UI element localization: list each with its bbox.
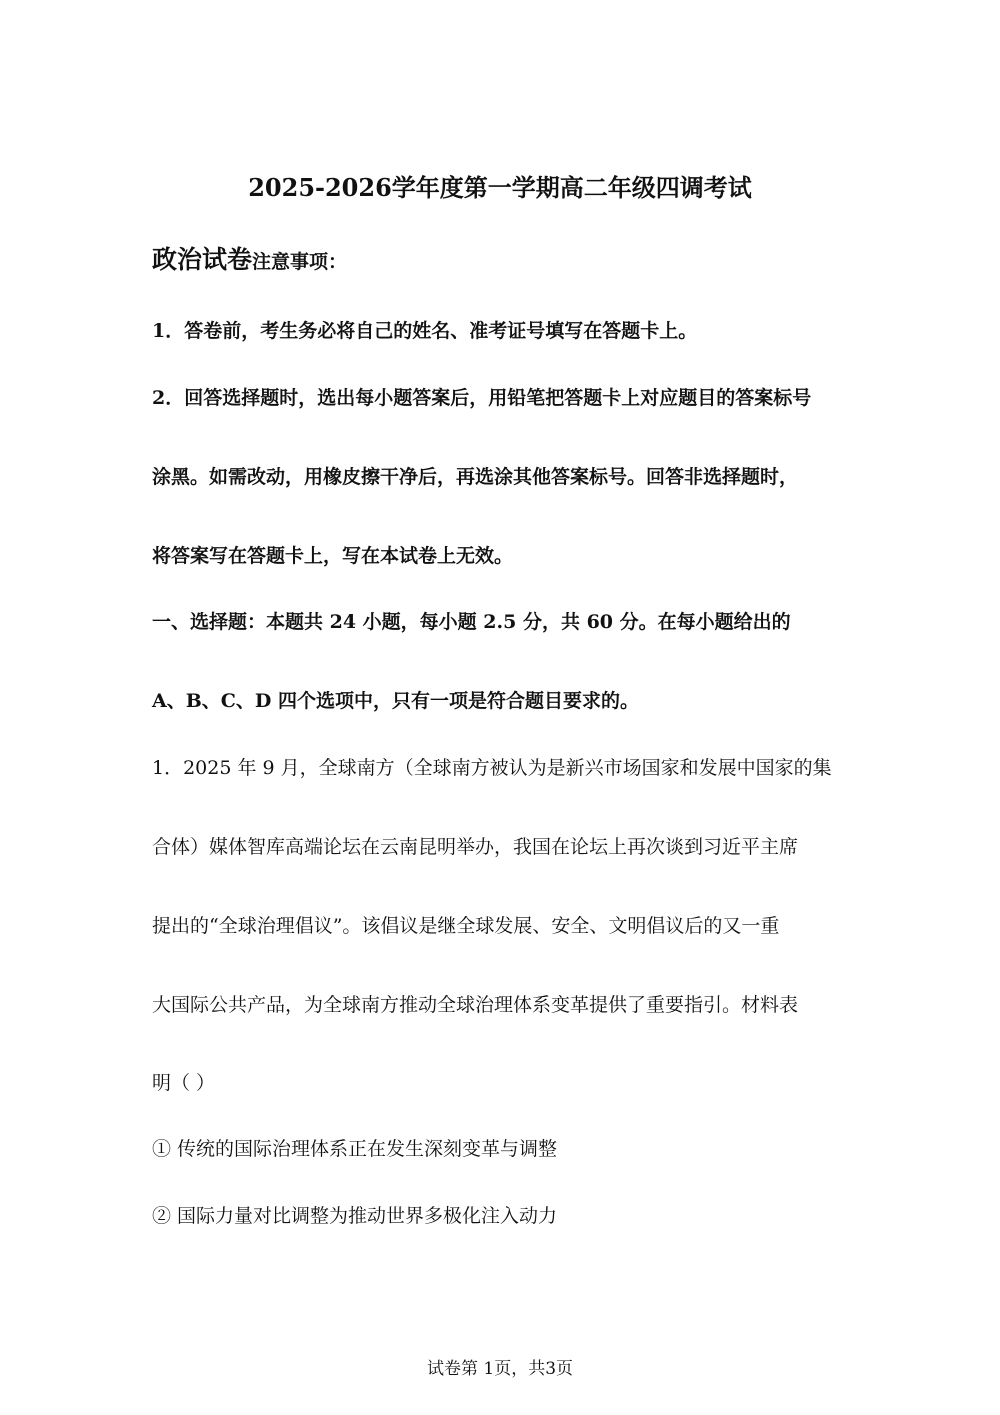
section-heading-line-2: A、B、C、D 四个选项中，只有一项是符合题目要求的。 <box>152 690 640 712</box>
subject-title: 政治试卷 <box>152 245 253 274</box>
question-1-option-1: ① 传统的国际治理体系正在发生深刻变革与调整 <box>152 1138 558 1160</box>
question-1-line-5: 明（ ） <box>152 1072 216 1094</box>
instruction-2: 2．回答选择题时，选出每小题答案后，用铅笔把答题卡上对应题目的答案标号 <box>152 387 812 409</box>
instruction-2-cont-1: 涂黑。如需改动，用橡皮擦干净后，再选涂其他答案标号。回答非选择题时， <box>152 466 799 488</box>
instruction-2-cont-2: 将答案写在答题卡上，写在本试卷上无效。 <box>152 545 514 567</box>
question-1-line-2: 合体）媒体智库高端论坛在云南昆明举办，我国在论坛上再次谈到习近平主席 <box>152 836 799 858</box>
exam-title: 2025-2026学年度第一学期高二年级四调考试 <box>248 173 752 202</box>
instruction-1: 1．答卷前，考生务必将自己的姓名、准考证号填写在答题卡上。 <box>152 320 698 342</box>
question-1-line-4: 大国际公共产品，为全球南方推动全球治理体系变革提供了重要指引。材料表 <box>152 994 799 1016</box>
page-footer: 试卷第 1页，共3页 <box>426 1359 574 1379</box>
notice-label: 注意事项： <box>252 251 348 273</box>
section-heading-line-1: 一、选择题：本题共 24 小题，每小题 2.5 分，共 60 分。在每小题给出的 <box>152 611 791 633</box>
question-1-line-3: 提出的“全球治理倡议”。该倡议是继全球发展、安全、文明倡议后的又一重 <box>152 915 780 937</box>
question-1-line-1: 1．2025 年 9 月，全球南方（全球南方被认为是新兴市场国家和发展中国家的集 <box>152 757 832 779</box>
subject-line <box>152 240 872 276</box>
question-1-option-2: ② 国际力量对比调整为推动世界多极化注入动力 <box>152 1205 558 1227</box>
